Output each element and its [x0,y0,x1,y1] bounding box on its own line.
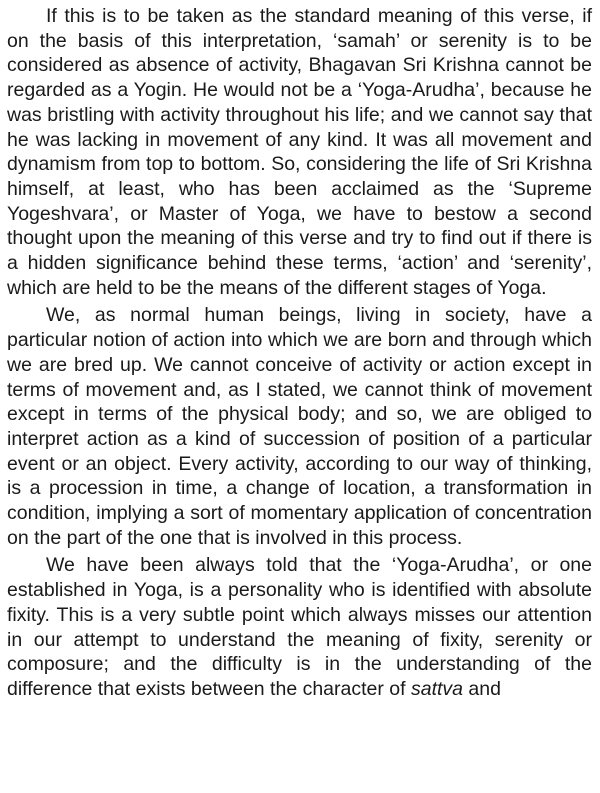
paragraph-2: We, as normal human beings, living in society, have a particular notion of action into which we are born and through which we are bred up. We cannot conceive of activity or action except in terms of movement and, as I stated, we cannot think of movement except in terms of the physical body; and so, we are obliged to interpret action as a kind of succession of position of a particular event or an object. Every activity, according to our way of thinking, is a procession in time, a change of location, a transformation in condition, implying a sort of momentary application of concentration on the part of the one that is involved in this process. [7,304,592,549]
paragraph-3-text-end: and [463,677,501,700]
paragraph-1: If this is to be taken as the standard meaning of this verse, if on the basis of this interpretation, ‘samah’ or serenity is to be considered as absence of activity, Bhagavan Sri Krishna cannot be regarded as a Yogin. He would not be a ‘Yoga-Arudha’, because he was bristling with activity throughout his life; and we cannot say that he was lacking in movement of any kind. It was all movement and dynamism from top to bottom. So, considering the life of Sri Krishna himself, at least, who has been acclaimed as the ‘Supreme Yogeshvara’, or Master of Yoga, we have to bestow a second thought upon the meaning of this verse and try to find out if there is a hidden significance behind these terms, ‘action’ and ‘serenity’, which are held to be the means of the different stages of Yoga. [7,5,592,299]
paragraph-3-italic-term: sattva [410,677,463,700]
paragraph-3-text: We have been always told that the ‘Yoga-Arudha’, or one established in Yoga, is a personality who is identified with absolute fixity. This is a very subtle point which always misses our attention in our attempt to understand the meaning of fixity, serenity or composure; and the difficulty is in the understanding of the difference that exists between the character of [7,554,592,700]
paragraph-3 [7,553,592,701]
